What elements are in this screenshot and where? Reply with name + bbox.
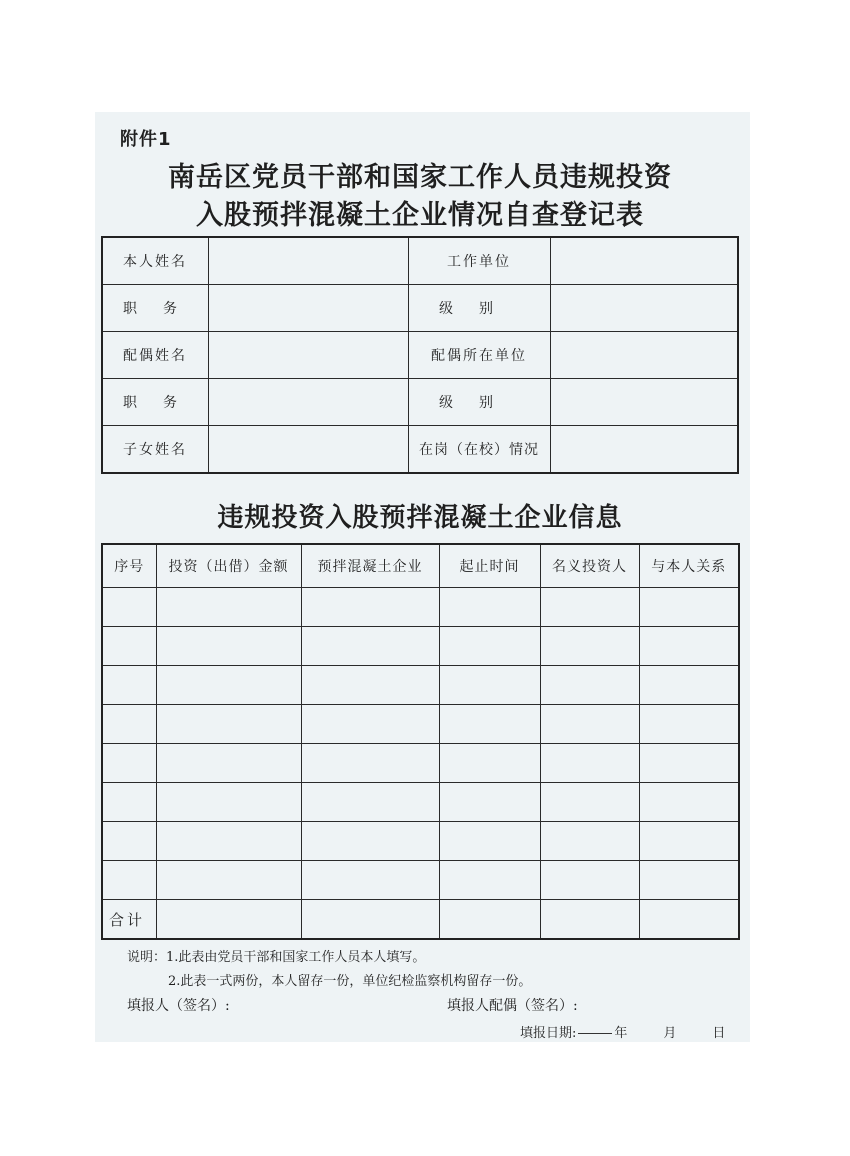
table-cell[interactable]	[439, 588, 540, 627]
column-header-relation: 与本人关系	[639, 544, 739, 588]
section-title: 违规投资入股预拌混凝土企业信息	[217, 503, 623, 533]
table-cell[interactable]	[156, 783, 301, 822]
day-label: 日	[712, 1026, 726, 1041]
investment-table	[101, 543, 740, 940]
total-label: 合计	[102, 900, 156, 940]
table-row	[102, 783, 739, 822]
table-cell[interactable]	[156, 705, 301, 744]
table-cell[interactable]	[301, 822, 439, 861]
table-row	[102, 861, 739, 900]
table-cell[interactable]	[439, 822, 540, 861]
spouse-unit-label: 配偶所在单位	[408, 332, 550, 379]
table-cell[interactable]	[102, 861, 156, 900]
spouse-rank-field[interactable]	[550, 379, 738, 426]
table-row	[102, 627, 739, 666]
table-cell[interactable]	[156, 666, 301, 705]
table-cell[interactable]	[156, 744, 301, 783]
table-row	[102, 705, 739, 744]
table-cell[interactable]	[540, 666, 639, 705]
table-row	[102, 332, 738, 379]
table-cell[interactable]	[156, 900, 301, 940]
spouse-position-field[interactable]	[208, 379, 408, 426]
table-cell[interactable]	[439, 744, 540, 783]
table-cell[interactable]	[102, 627, 156, 666]
table-row	[102, 285, 738, 332]
total-row	[102, 900, 739, 940]
table-cell[interactable]	[540, 783, 639, 822]
table-cell[interactable]	[439, 627, 540, 666]
children-name-field[interactable]	[208, 426, 408, 474]
column-header-company: 预拌混凝土企业	[301, 544, 439, 588]
table-row	[102, 666, 739, 705]
table-cell[interactable]	[639, 588, 739, 627]
self-name-label: 本人姓名	[102, 237, 208, 285]
notes	[127, 946, 531, 994]
spouse-position-label: 职务	[102, 379, 208, 426]
table-row	[102, 237, 738, 285]
table-cell[interactable]	[301, 588, 439, 627]
note-line-2: 2.此表一式两份，本人留存一份，单位纪检监察机构留存一份。	[168, 974, 532, 989]
table-cell[interactable]	[540, 900, 639, 940]
document-title-line-2: 入股预拌混凝土企业情况自查登记表	[196, 200, 644, 231]
table-cell[interactable]	[439, 900, 540, 940]
column-header-index: 序号	[102, 544, 156, 588]
table-row	[102, 379, 738, 426]
table-cell[interactable]	[156, 861, 301, 900]
column-header-period: 起止时间	[439, 544, 540, 588]
table-cell[interactable]	[301, 705, 439, 744]
table-row	[102, 744, 739, 783]
table-cell[interactable]	[301, 783, 439, 822]
table-cell[interactable]	[540, 744, 639, 783]
table-cell[interactable]	[639, 822, 739, 861]
year-field[interactable]	[578, 1033, 612, 1034]
table-cell[interactable]	[540, 705, 639, 744]
attachment-label: 附件1	[120, 129, 172, 150]
month-label: 月	[663, 1026, 677, 1041]
table-header-row	[102, 544, 739, 588]
table-cell[interactable]	[102, 705, 156, 744]
children-status-label: 在岗（在校）情况	[408, 426, 550, 474]
table-cell[interactable]	[102, 666, 156, 705]
self-name-field[interactable]	[208, 237, 408, 285]
date-label: 填报日期:	[520, 1026, 577, 1041]
table-cell[interactable]	[540, 822, 639, 861]
personal-info-table	[101, 236, 739, 474]
table-cell[interactable]	[301, 666, 439, 705]
work-unit-field[interactable]	[550, 237, 738, 285]
table-cell[interactable]	[102, 744, 156, 783]
table-cell[interactable]	[301, 900, 439, 940]
fill-date	[520, 1022, 725, 1041]
table-cell[interactable]	[102, 783, 156, 822]
rank-label: 级别	[408, 285, 550, 332]
table-cell[interactable]	[301, 861, 439, 900]
table-cell[interactable]	[540, 588, 639, 627]
table-cell[interactable]	[102, 588, 156, 627]
table-cell[interactable]	[540, 627, 639, 666]
spouse-signature-label: 填报人配偶（签名）:	[447, 998, 578, 1014]
column-header-nominal-investor: 名义投资人	[540, 544, 639, 588]
table-cell[interactable]	[439, 783, 540, 822]
rank-field[interactable]	[550, 285, 738, 332]
table-cell[interactable]	[156, 822, 301, 861]
table-cell[interactable]	[639, 861, 739, 900]
children-name-label: 子女姓名	[102, 426, 208, 474]
table-cell[interactable]	[639, 783, 739, 822]
table-cell[interactable]	[639, 744, 739, 783]
table-cell[interactable]	[639, 705, 739, 744]
table-row	[102, 822, 739, 861]
table-cell[interactable]	[439, 666, 540, 705]
table-cell[interactable]	[639, 666, 739, 705]
table-cell[interactable]	[439, 705, 540, 744]
table-cell[interactable]	[540, 861, 639, 900]
spouse-rank-label: 级别	[408, 379, 550, 426]
table-cell[interactable]	[301, 744, 439, 783]
spouse-unit-field[interactable]	[550, 332, 738, 379]
table-cell[interactable]	[301, 627, 439, 666]
table-cell[interactable]	[639, 627, 739, 666]
spouse-name-field[interactable]	[208, 332, 408, 379]
table-row	[102, 588, 739, 627]
year-label: 年	[614, 1026, 628, 1041]
table-row	[102, 426, 738, 474]
table-cell[interactable]	[156, 627, 301, 666]
spouse-name-label: 配偶姓名	[102, 332, 208, 379]
table-cell[interactable]	[439, 861, 540, 900]
column-header-amount: 投资（出借）金额	[156, 544, 301, 588]
document-title-line-1: 南岳区党员干部和国家工作人员违规投资	[168, 162, 672, 193]
table-cell[interactable]	[156, 588, 301, 627]
table-cell[interactable]	[102, 822, 156, 861]
work-unit-label: 工作单位	[408, 237, 550, 285]
children-status-field[interactable]	[550, 426, 738, 474]
table-cell[interactable]	[639, 900, 739, 940]
position-label: 职务	[102, 285, 208, 332]
position-field[interactable]	[208, 285, 408, 332]
filler-signature-label: 填报人（签名）:	[127, 998, 230, 1014]
note-line-1: 说明：1.此表由党员干部和国家工作人员本人填写。	[127, 950, 426, 965]
